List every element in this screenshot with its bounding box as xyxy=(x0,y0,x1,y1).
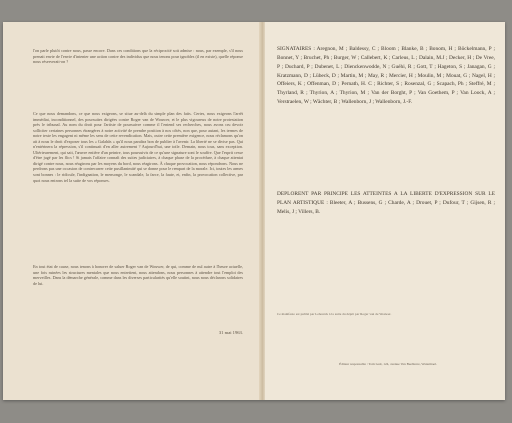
open-booklet xyxy=(3,22,505,400)
left-page xyxy=(3,22,261,400)
deplore-block xyxy=(277,190,495,217)
signatories-label: SIGNATAIRES : xyxy=(277,46,315,52)
paragraph-1: l'on parle plutôt contre nous, passe encore. Dans ces conditions que la réciprocité soit admise : nous, par exemple, s'il nous prenait envie de l'envie d'intenter une action contre des individus que nous tenons pour ignobles (il en existe), quelle réponse nous réserverait-on ? xyxy=(33,48,243,65)
date: 31 mai 1963. xyxy=(218,330,243,335)
signatories-block xyxy=(277,45,495,107)
deplore-heading: DEPLORENT PAR PRINCIPE LES ATTEINTES A LA LIBERTE D'EXPRESSION SUR LE PLAN ARTISTIQUE : xyxy=(277,191,495,206)
publication-note: Ce manifeste est publié par Lebeurck à la suite du dépôt par Roger van de Wouwer. xyxy=(277,312,392,316)
paragraph-3: En tout état de cause, nous tenons à honorer de saluer Roger van de Wouwer, de qui, comme de nul autre à l'heure actuelle, une fois ruinées les structures mentales que nous entretient, nous attendons, nous personnes à attendre tout l'emploi des merveilles. Dans la démarche générale, comme dans les diverses particularités qu'elle soutint, nous nous déclarons solidaires de lui. xyxy=(33,264,243,286)
right-page xyxy=(265,22,505,400)
editor-line: Éditeur responsable : Tom Gutt, 124, avenue Van Beeblerre, Watermael. xyxy=(339,362,437,366)
deplore-names: Bleeter, A ; Bussens, G ; Charde, A ; Drouet, P ; Dufour, T ; Gijsen, R ; Melis, J ; Villers, B. xyxy=(277,199,495,215)
signatories-list: Aregnon, M ; Baldessy, C ; Bloom ; Blanke, B ; Bonom, H ; Böckelmann, P ; Bonnet, Y ; Bruchet, Ph ; Burger, W ; Callebert, K ; Carleus, L ; Dalain, M.J ; Decker, H ; De Vree, P ; Duchard, P ; Dubenet, L ; Dienckenwodde, N ; Guéhi, R ; Gott, T ; Hageton, S ; Janagan, G ; Kratzmann, D ; Lübeck, D ; Martin, M ; May, R ; Mercier, H ; Moulin, M ; Mouat, G ; Nagel, H ; Offeiers, K ; Offenman, D ; Pernath, H. C ; Richter, S ; Rosenzal, G ; Scapach, Ph ; Steffré, M ; Thyrland, R ; Thyrion, A ; Thyrion, M ; Van der Borght, P ; Van Goethem, P ; Van Loock, A ; Verstraelen, W ; Wächter, B ; Wallenborn, J ; Wallenborn, J.-F. xyxy=(277,46,495,106)
paragraph-2: Ce que nous demandons, ce que nous exigeons, se situe au-delà du simple plan des faits. Certes, nous exigeons l'arrêt immédiat, inconditionnel, des poursuites dirigées contre Roger van de Wouwer, et le plus vigoureux de notre protestation près le tribunal. Au nom du droit pour l'artiste de poursuivre comme il l'entend ses recherches, nous avons cru devoir solliciter certaines personnes étrangères à notre activité de prendre position à nos côtés, non que, pour autant, les termes de notre texte les engagent ni même les sens de cette revendication. Mais, outre cette première exigence, nous réclamons qu'on ait à nous le droit d'exposer tous les « Galahâs » qu'il nous paraîtra bon de publier à l'avenir. La liberté ne se divise pas. Qui n'entérinera la répression, s'il continuait d'en aller autrement ? Aujourd'hui, une toile. Demain, nous tous, sans exception. Ultérieurement, qui sait, l'œuvre entière d'un peintre, tous poursuivis de ce qu'une signature sont le souffre. Que l'esprit cesse d'être jugé par les flics ! Si jamais l'affaire connaît des suites judiciaires, à chaque phase de la procédure, à chaque attentat dirigé contre nous, nous réagirons par les moyens du bord, nous réagirons. À chaque provocation, nous répondrons. Nous ne perdrons pas une occasion de contrecarrer cette pusillanimité qui se donne pour le rempart de la morale. Ici, toutes les armes sont bonnes : le ridicule, l'indignation, le mensonge, le scandale, la farce, la faute, et, enfin, la provocation collective, par quoi nous entrons tel la suite de vos réponses. xyxy=(33,111,243,183)
